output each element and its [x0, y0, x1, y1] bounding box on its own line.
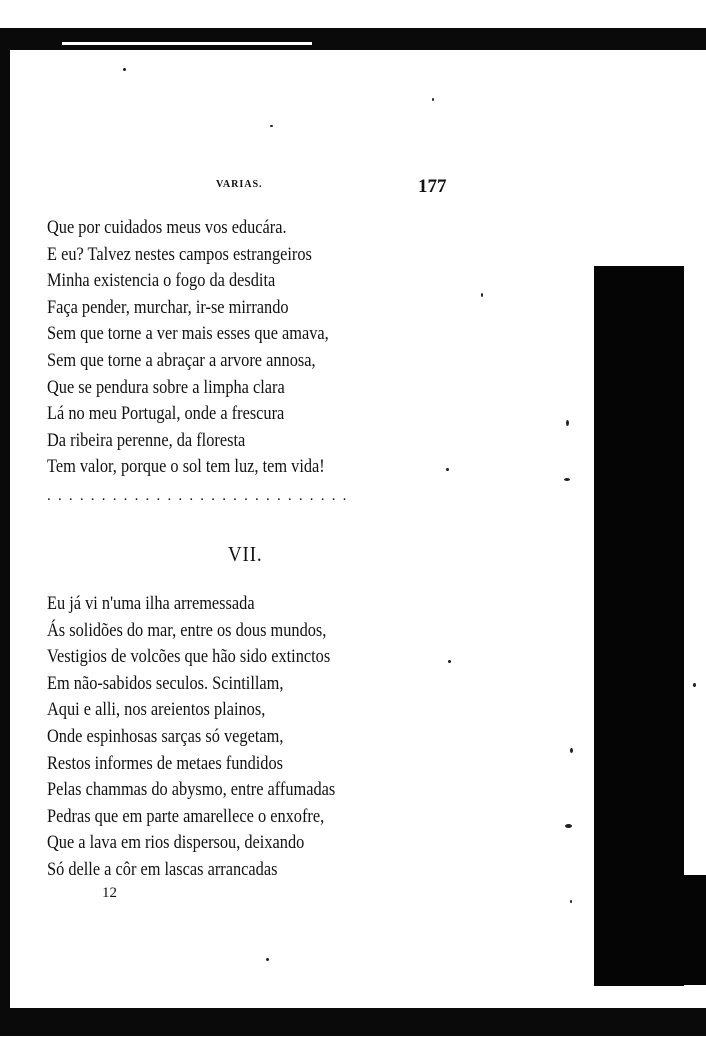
- scan-speck: [432, 98, 434, 101]
- scan-speck: [565, 824, 572, 828]
- poem-line: Que se pendura sobre a limpha clara: [47, 376, 285, 398]
- ellipsis-divider: ............................: [47, 488, 354, 504]
- scan-speck: [570, 900, 572, 903]
- scan-speck: [448, 660, 451, 663]
- poem-line: Sem que torne a ver mais esses que amava,: [47, 323, 329, 345]
- scan-speck: [566, 420, 569, 426]
- page-number: 177: [418, 176, 447, 197]
- poem-line: Eu já vi n'uma ilha arremessada: [47, 593, 255, 614]
- scan-border-gap: [62, 42, 312, 45]
- poem-line: Que por cuidados meus vos educára.: [47, 217, 287, 238]
- poem-line: Minha existencia o fogo da desdita: [47, 270, 276, 292]
- scan-border-bottom: [0, 1008, 706, 1036]
- scan-border-bottom-edge: [0, 1036, 706, 1064]
- scan-speck: [481, 293, 483, 297]
- scan-speck: [446, 468, 449, 471]
- scan-speck: [123, 68, 126, 71]
- poem-line: Faça pender, murchar, ir-se mirrando: [47, 296, 289, 318]
- poem-line: Em não-sabidos seculos. Scintillam,: [47, 672, 284, 694]
- poem-stanza: [47, 591, 382, 884]
- running-head: VARIAS.: [216, 178, 263, 190]
- poem-line: Vestigios de volcões que hão sido extinctos: [47, 646, 331, 668]
- scan-speck: [564, 478, 570, 481]
- poem-line: Onde espinhosas sarças só vegetam,: [47, 725, 284, 747]
- poem-line: Aqui e alli, nos areientos plainos,: [47, 699, 266, 721]
- poem-line: Restos informes de metaes fundidos: [47, 752, 283, 774]
- scan-speck: [570, 748, 573, 753]
- scan-border-top: [0, 28, 706, 50]
- scan-speck: [270, 125, 273, 127]
- scan-shadow-right-lower: [640, 875, 706, 985]
- scan-border-left: [0, 50, 10, 1010]
- poem-line: Ás solidões do mar, entre os dous mundos,: [47, 619, 327, 641]
- scan-speck: [266, 958, 269, 961]
- section-number: VII.: [228, 542, 263, 566]
- signature-mark: 12: [102, 885, 117, 901]
- poem-line: Tem valor, porque o sol tem luz, tem vida!: [47, 456, 325, 478]
- poem-line: Pelas chammas do abysmo, entre affumadas: [47, 779, 336, 801]
- poem-line: Que a lava em rios dispersou, deixando: [47, 832, 305, 854]
- scan-speck: [693, 683, 696, 687]
- poem-line: Só delle a côr em lascas arrancadas: [47, 858, 278, 880]
- poem-line: Da ribeira perenne, da floresta: [47, 429, 246, 451]
- poem-line: E eu? Talvez nestes campos estrangeiros: [47, 243, 312, 265]
- poem-stanza: [47, 215, 375, 481]
- poem-line: Pedras que em parte amarellece o enxofre,: [47, 805, 325, 827]
- poem-line: Lá no meu Portugal, onde a frescura: [47, 403, 285, 425]
- poem-line: Sem que torne a abraçar a arvore annosa,: [47, 349, 316, 371]
